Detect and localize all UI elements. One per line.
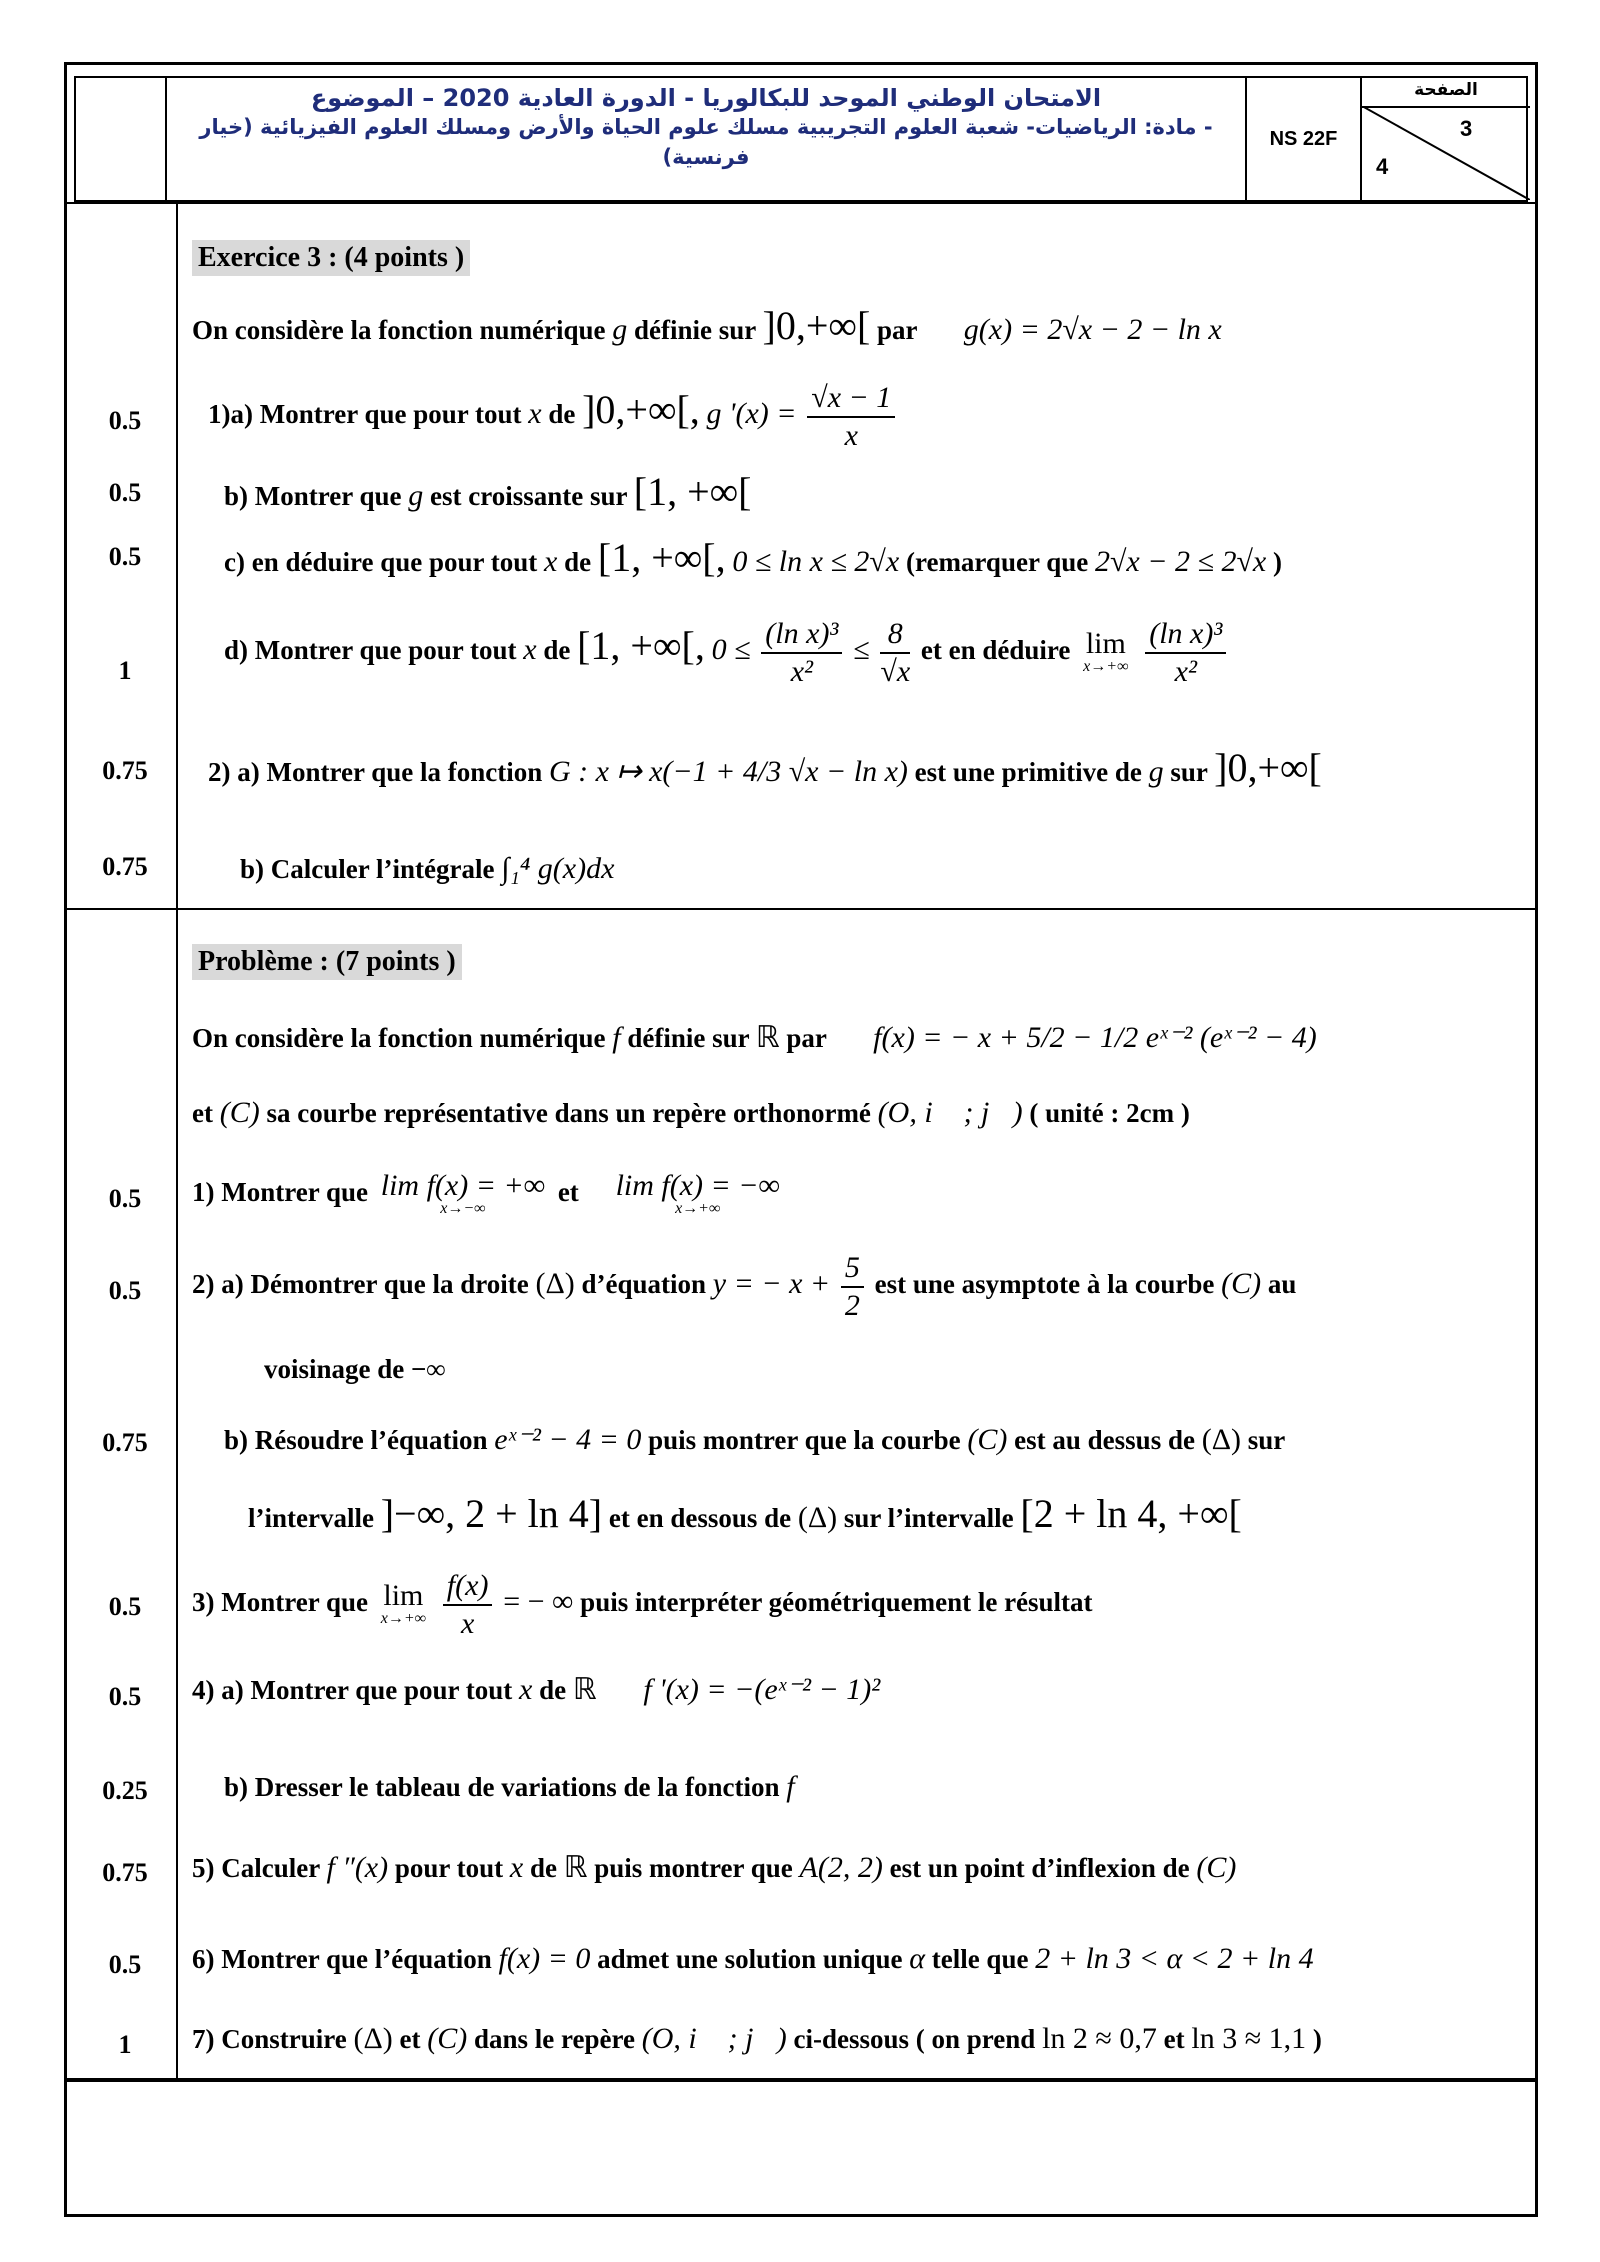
header-title-cell <box>167 78 1247 200</box>
score: 0.5 <box>108 1592 142 1621</box>
problem-q2b-continued: l’intervalle ]−∞, 2 + ln 4] et en dessous de (Δ) sur l’intervalle [2 + ln 4, +∞[ <box>248 1491 1242 1536</box>
problem-q4b: b) Dresser le tableau de variations de la fonction f <box>224 1770 795 1803</box>
score: 0.75 <box>102 852 148 881</box>
header-subject: - مادة: الرياضيات- شعبة العلوم التجريبية مسلك علوم الحياة والأرض ومسلك العلوم الفيزيائية (خيار فرنسية) <box>199 115 1213 169</box>
problem-q2b: b) Résoudre l’équation eˣ⁻² − 4 = 0 puis montrer que la courbe (C) est au dessus de (Δ) sur <box>224 1423 1286 1456</box>
question-2a: 2) a) Montrer que la fonction G : x ↦ x(−1 + 4/3 √x − ln x) est une primitive de g sur ]0,+∞[ <box>208 745 1322 790</box>
problem-q4a: 4) a) Montrer que pour tout x de ℝ f '(x) = −(eˣ⁻² − 1)² <box>192 1673 881 1706</box>
divider <box>64 2080 1538 2082</box>
problem-q1: 1) Montrer que lim f(x) = +∞ x→−∞ et lim f(x) = −∞ x→+∞ <box>192 1169 780 1217</box>
score: 0.5 <box>108 1184 142 1213</box>
problem-q2a: 2) a) Démontrer que la droite (Δ) d’équation y = − x + $\frac{5}{2}$ est une asymptote à la courbe (C) au <box>192 1251 1297 1322</box>
question-1c: c) en déduire que pour tout x de [1, +∞[, 0 ≤ ln x ≤ 2√x (remarquer que 2√x − 2 ≤ 2√x ) <box>224 535 1282 580</box>
question-2b: b) Calculer l’intégrale ∫₁⁴ g(x)dx <box>240 852 615 885</box>
score: 1 <box>118 656 132 685</box>
problem-q2a-continued: voisinage de −∞ <box>264 1354 446 1384</box>
problem-context: et (C) sa courbe représentative dans un repère orthonormé (O, i⃗ ; j⃗) ( unité : 2cm ) <box>192 1096 1190 1129</box>
exam-code: NS 22F <box>1247 78 1362 200</box>
score: 0.5 <box>108 1276 142 1305</box>
problem-title: Problème : (7 points ) <box>192 944 462 980</box>
score: 0.5 <box>108 1682 142 1711</box>
exercise3-title: Exercice 3 : (4 points ) <box>192 240 470 276</box>
page-label: الصفحة <box>1362 80 1530 108</box>
score: 0.75 <box>102 756 148 785</box>
exercise3-intro: On considère la fonction numérique g définie sur ]0,+∞[ par g(x) = 2√x − 2 − ln x <box>192 303 1222 348</box>
page-indicator <box>1362 78 1530 200</box>
page-current: 3 <box>1460 116 1473 141</box>
score: 1 <box>118 2030 132 2059</box>
page-diagonal <box>1362 106 1530 200</box>
page-total: 4 <box>1376 154 1389 179</box>
question-1b: b) Montrer que g est croissante sur [1, +∞[ <box>224 469 752 514</box>
divider <box>64 908 1538 910</box>
score: 0.5 <box>108 1950 142 1979</box>
problem-intro: On considère la fonction numérique f définie sur ℝ par f(x) = − x + 5/2 − 1/2 eˣ⁻² (eˣ⁻² − 4) <box>192 1021 1317 1054</box>
score: 0.75 <box>102 1858 148 1887</box>
score: 0.5 <box>108 478 142 507</box>
header-title: الامتحان الوطني الموحد للبكالوريا - الدورة العادية 2020 – الموضوع <box>310 84 1102 112</box>
score: 0.5 <box>108 542 142 571</box>
score: 0.5 <box>108 406 142 435</box>
exam-header <box>74 76 1528 202</box>
problem-q7: 7) Construire (Δ) et (C) dans le repère (O, i⃗ ; j⃗) ci-dessous ( on prend ln 2 ≈ 0,7 et ln 3 ≈ 1,1 ) <box>192 2022 1322 2055</box>
header-blank-cell <box>76 78 167 200</box>
question-1d: d) Montrer que pour tout x de [1, +∞[, 0 ≤ $\frac{\text{(ln x)³}}{\text{x²}}$ ≤ $\frac{8}{√x}$ et en déduire lim x→+∞ $\frac{\text{(ln x)³}}{\text{x²}}$ <box>224 616 1230 690</box>
score: 0.75 <box>102 1428 148 1457</box>
question-1a: 1)a) Montrer que pour tout x de ]0,+∞[, g '(x) = $\frac{√x - 1}{x}$ <box>208 380 899 454</box>
problem-q3: 3) Montrer que lim x→+∞ $\frac{f(x)}{x}$ = − ∞ puis interpréter géométriquement le résultat <box>192 1569 1093 1640</box>
divider <box>64 202 1538 204</box>
problem-q6: 6) Montrer que l’équation f(x) = 0 admet une solution unique α telle que 2 + ln 3 < α < 2 + ln 4 <box>192 1942 1314 1975</box>
score: 0.25 <box>102 1776 148 1805</box>
problem-q5: 5) Calculer f ″(x) pour tout x de ℝ puis montrer que A(2, 2) est un point d’inflexion de (C) <box>192 1851 1237 1884</box>
